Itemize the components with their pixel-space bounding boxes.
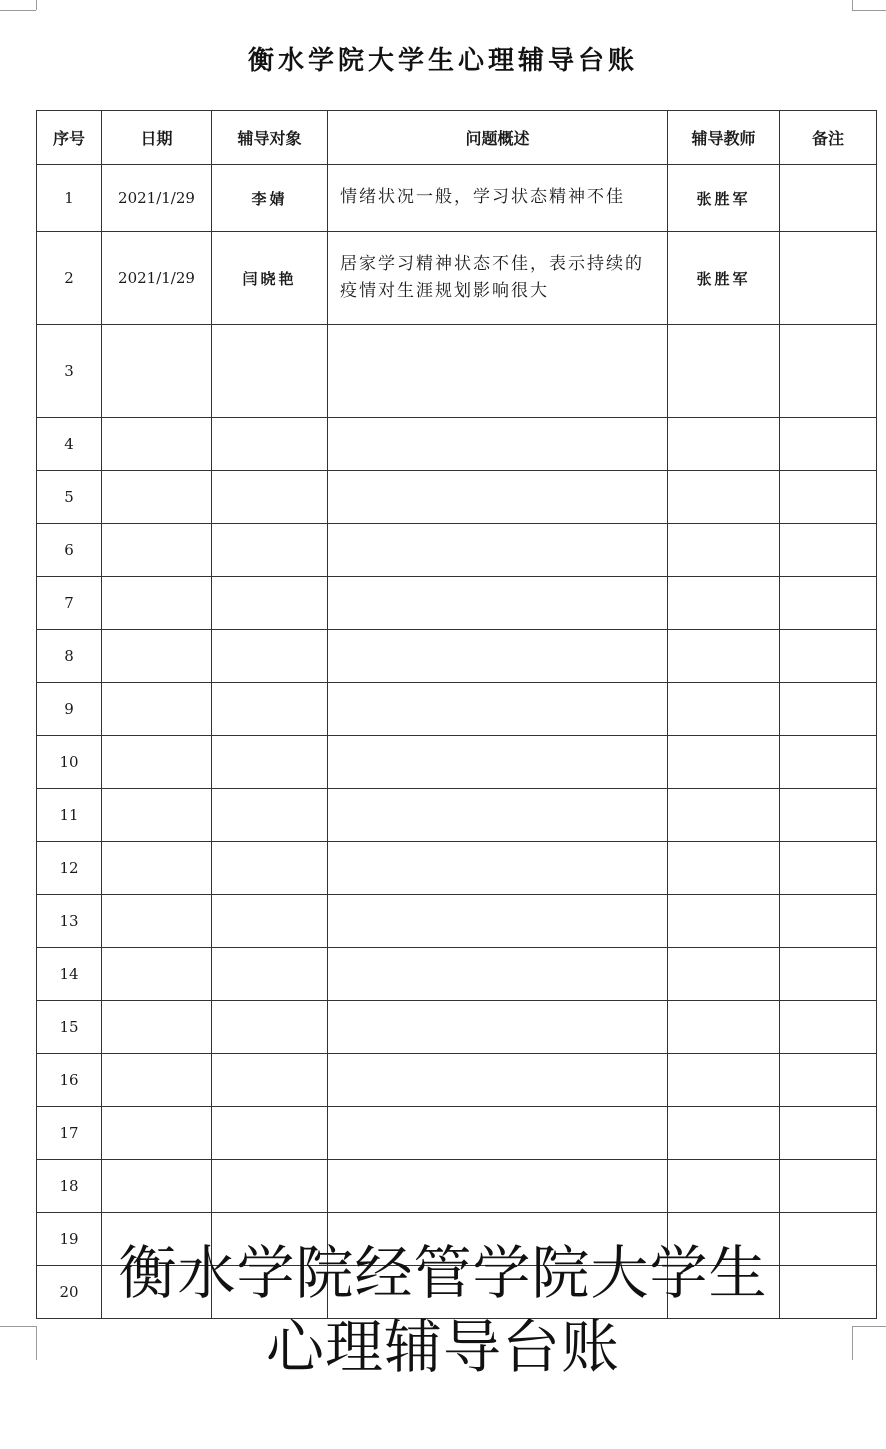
cell-number: 7	[37, 577, 102, 630]
table-row	[37, 165, 877, 232]
cell-number: 14	[37, 948, 102, 1001]
cell-teacher	[668, 630, 780, 683]
cell-teacher	[668, 789, 780, 842]
cell-counselee: 闫晓艳	[212, 232, 328, 325]
cell-counselee	[212, 948, 328, 1001]
cell-date	[102, 683, 212, 736]
caption-line-2: 心理辅导台账	[265, 1313, 620, 1381]
table-row	[37, 524, 877, 577]
table-row	[37, 232, 877, 325]
cell-counselee	[212, 630, 328, 683]
cell-number: 1	[37, 165, 102, 232]
cell-date	[102, 895, 212, 948]
cell-teacher	[668, 948, 780, 1001]
cell-date: 2021/1/29	[102, 232, 212, 325]
cell-date	[102, 577, 212, 630]
table-row	[37, 1001, 877, 1054]
cell-teacher	[668, 1160, 780, 1213]
cell-number: 9	[37, 683, 102, 736]
cell-teacher	[668, 471, 780, 524]
cell-note	[780, 683, 877, 736]
cell-teacher	[668, 1054, 780, 1107]
cell-number: 3	[37, 325, 102, 418]
column-header-teacher: 辅导教师	[668, 111, 780, 165]
cell-counselee	[212, 842, 328, 895]
crop-mark-top-left-v	[36, 0, 37, 10]
cell-teacher: 张胜军	[668, 165, 780, 232]
table-row	[37, 1160, 877, 1213]
document-title: 衡水学院大学生心理辅导台账	[247, 46, 638, 76]
cell-number: 12	[37, 842, 102, 895]
cell-note	[780, 1001, 877, 1054]
cell-number: 11	[37, 789, 102, 842]
cell-note	[780, 948, 877, 1001]
cell-issue	[328, 471, 668, 524]
cell-date	[102, 1160, 212, 1213]
cell-note	[780, 630, 877, 683]
cell-counselee	[212, 577, 328, 630]
cell-issue	[328, 842, 668, 895]
cell-date	[102, 1054, 212, 1107]
cell-teacher	[668, 895, 780, 948]
cell-number: 17	[37, 1107, 102, 1160]
column-header-date: 日期	[102, 111, 212, 165]
cell-note	[780, 895, 877, 948]
table-row	[37, 577, 877, 630]
cell-issue	[328, 418, 668, 471]
cell-issue	[328, 630, 668, 683]
cell-note	[780, 165, 877, 232]
cell-issue	[328, 524, 668, 577]
cell-counselee	[212, 524, 328, 577]
cell-number: 18	[37, 1160, 102, 1213]
cell-counselee	[212, 1160, 328, 1213]
table-row	[37, 1107, 877, 1160]
cell-number: 16	[37, 1054, 102, 1107]
cell-date	[102, 418, 212, 471]
column-header-counselee: 辅导对象	[212, 111, 328, 165]
cell-note	[780, 1054, 877, 1107]
cell-counselee	[212, 683, 328, 736]
crop-mark-top-right-v	[852, 0, 853, 10]
table-row	[37, 842, 877, 895]
cell-date	[102, 1107, 212, 1160]
cell-date	[102, 789, 212, 842]
cell-number: 4	[37, 418, 102, 471]
cell-issue	[328, 895, 668, 948]
cell-note	[780, 471, 877, 524]
table-row	[37, 471, 877, 524]
column-header-note: 备注	[780, 111, 877, 165]
table-row	[37, 895, 877, 948]
header-row	[37, 111, 877, 165]
cell-note	[780, 325, 877, 418]
cell-teacher	[668, 325, 780, 418]
cell-number: 10	[37, 736, 102, 789]
cell-number: 15	[37, 1001, 102, 1054]
cell-note	[780, 789, 877, 842]
cell-date	[102, 1001, 212, 1054]
cell-teacher	[668, 1001, 780, 1054]
cell-issue	[328, 736, 668, 789]
cell-teacher	[668, 736, 780, 789]
cell-date	[102, 736, 212, 789]
table-row	[37, 683, 877, 736]
cell-note	[780, 577, 877, 630]
cell-note	[780, 524, 877, 577]
cell-date	[102, 630, 212, 683]
cell-number: 8	[37, 630, 102, 683]
cell-counselee	[212, 1001, 328, 1054]
cell-date	[102, 842, 212, 895]
cell-date	[102, 948, 212, 1001]
cell-counselee	[212, 325, 328, 418]
cell-counselee	[212, 418, 328, 471]
cell-note	[780, 1107, 877, 1160]
cell-date	[102, 325, 212, 418]
cell-number: 6	[37, 524, 102, 577]
cell-teacher	[668, 1107, 780, 1160]
cell-number: 19	[37, 1213, 102, 1266]
cell-number: 20	[37, 1266, 102, 1319]
table-row	[37, 789, 877, 842]
table-row	[37, 736, 877, 789]
column-header-issue: 问题概述	[328, 111, 668, 165]
table-row	[37, 948, 877, 1001]
cell-counselee: 李婧	[212, 165, 328, 232]
cell-issue	[328, 1107, 668, 1160]
cell-note	[780, 232, 877, 325]
cell-issue: 居家学习精神状态不佳，表示持续的疫情对生涯规划影响很大	[328, 232, 668, 325]
cell-counselee	[212, 471, 328, 524]
cell-counselee	[212, 789, 328, 842]
cell-note	[780, 1160, 877, 1213]
cell-date	[102, 524, 212, 577]
cell-issue	[328, 325, 668, 418]
cell-counselee	[212, 895, 328, 948]
cell-counselee	[212, 1054, 328, 1107]
cell-counselee	[212, 1107, 328, 1160]
cell-issue	[328, 683, 668, 736]
cell-teacher: 张胜军	[668, 232, 780, 325]
table-row	[37, 1054, 877, 1107]
cell-teacher	[668, 683, 780, 736]
cell-note	[780, 842, 877, 895]
crop-mark-top-left-h	[0, 10, 36, 11]
cell-issue	[328, 1054, 668, 1107]
cell-issue	[328, 577, 668, 630]
cell-issue	[328, 1160, 668, 1213]
cell-date: 2021/1/29	[102, 165, 212, 232]
cell-number: 2	[37, 232, 102, 325]
table-row	[37, 630, 877, 683]
cell-teacher	[668, 524, 780, 577]
table-row	[37, 325, 877, 418]
cell-issue: 情绪状况一般，学习状态精神不佳	[328, 165, 668, 232]
cell-note	[780, 418, 877, 471]
cell-teacher	[668, 842, 780, 895]
caption-line-1: 衡水学院经管学院大学生	[118, 1239, 768, 1307]
cell-note	[780, 736, 877, 789]
cell-issue	[328, 948, 668, 1001]
ledger-table	[36, 110, 877, 1319]
cell-date	[102, 471, 212, 524]
cell-teacher	[668, 418, 780, 471]
crop-mark-top-right-h	[852, 10, 886, 11]
cell-teacher	[668, 577, 780, 630]
cell-number: 13	[37, 895, 102, 948]
cell-issue	[328, 1001, 668, 1054]
column-header-number: 序号	[37, 111, 102, 165]
table-row	[37, 418, 877, 471]
cell-counselee	[212, 736, 328, 789]
cell-issue	[328, 789, 668, 842]
cell-number: 5	[37, 471, 102, 524]
